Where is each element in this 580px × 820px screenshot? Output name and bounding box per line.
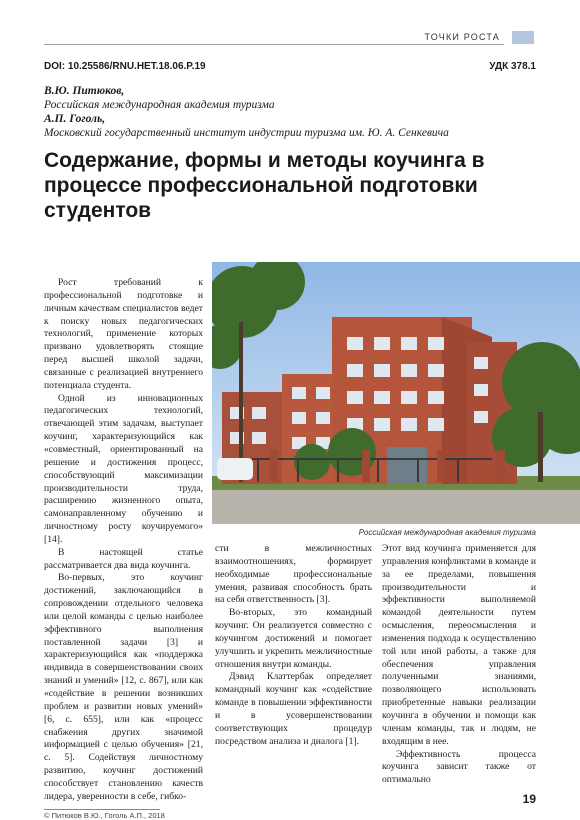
paragraph: Одной из инновационных педагогических технологий, отвечающей этим задачам, выступает коучинг, характеризующийся как «совместный, ориентированный на решение и достижения процесс, способствующий максимизации производительности труда, расширению жизненного опыта, самонаправленному обучению и личностному росту коучируемого» [14]. bbox=[44, 392, 203, 545]
text-column-2 bbox=[215, 543, 372, 749]
paragraph: Этот вид коучинга применяется для управления конфликтами в команде и за ее пределами, повышения производительности и эффективности выполняемой командой деятельности путем осмысления, переосмысления и изменения подхода к осуществлению той или иной работы, а также для обеспечения управления полученными знаниями, позволяющего использовать приобретенные навыки реализации коучинга в обучении и помощи как членам команды, так и людям, не входящим в нее. bbox=[382, 543, 537, 747]
author-name: А.П. Гоголь, bbox=[44, 113, 106, 125]
header-rule bbox=[44, 44, 504, 45]
doi-label: DOI: 10.25586/RNU.HET.18.06.P.19 bbox=[44, 61, 206, 72]
paragraph: Во-вторых, это командный коучинг. Он реализуется совместно с коучингом достижений и помогает улучшить и укрепить межличностные отношения внутри команды. bbox=[215, 607, 372, 670]
figure-caption: Российская международная академия туризма bbox=[358, 528, 536, 537]
paragraph: Рост требований к профессиональной подготовке и личным качествам специалистов ведет к поиску новых педагогических технологий, применение которых призвано удовлетворять стоящие перед высшей школой задачи, связанные с реализацией внутреннего потенциала студента. bbox=[44, 277, 203, 391]
author-name: В.Ю. Питюков, bbox=[44, 85, 125, 97]
section-swatch bbox=[512, 31, 534, 44]
paragraph: сти в межличностных взаимоотношениях, формирует необходимые профессиональные умения, развивая способность брать на себя ответственность [3]. bbox=[215, 543, 372, 606]
copyright-notice: © Питюков В.Ю., Гоголь А.П., 2018 bbox=[44, 811, 165, 820]
building-photo bbox=[212, 262, 580, 524]
article-title: Содержание, формы и методы коучинга в процессе профессиональной подготовки студентов bbox=[44, 149, 485, 222]
udk-label: УДК 378.1 bbox=[489, 61, 536, 72]
author-block bbox=[44, 84, 544, 140]
author-affiliation: Московский государственный институт индустрии туризма им. Ю. А. Сенкевича bbox=[44, 127, 449, 139]
paragraph: Эффективность процесса коучинга зависит также от оптимально bbox=[382, 748, 536, 786]
footer-rule bbox=[44, 809, 160, 810]
building-photo-icon bbox=[212, 262, 580, 524]
paragraph: Во-первых, это коучинг достижений, заключающийся в сопровождении отдельного человека или целой команды с целью наиболее эффективного выполнения поставленной задачи [3] и характеризующийся как «поддержка индивида в совершенствовании своих знаний и умений» [12, с. 867], или как «содействие в решении возникших проблем и развитии новых умений» [6, с. 655], или как «процесс снабжения других значимой информацией с целью обучения» [21, с. 5]. Содействуя личностному развитию, коучинг достижений способствует становлению качеств лидера, уверенности в себе, гибко- bbox=[44, 572, 203, 802]
page-number: 19 bbox=[522, 792, 536, 806]
section-header bbox=[44, 31, 534, 45]
section-label: ТОЧКИ РОСТА bbox=[424, 32, 500, 42]
paragraph: Дэвид Клаттербак определяет командный коучинг как «содействие команде в повышении эффективности и в усовершенствовании соответствующих процедур посредством анализа и диалога [1]. bbox=[215, 671, 372, 747]
text-column-1 bbox=[44, 277, 203, 804]
text-column-3 bbox=[382, 543, 536, 787]
paragraph: В настоящей статье рассматривается два вида коучинга. bbox=[44, 546, 203, 571]
author-affiliation: Российская международная академия туризма bbox=[44, 99, 275, 111]
